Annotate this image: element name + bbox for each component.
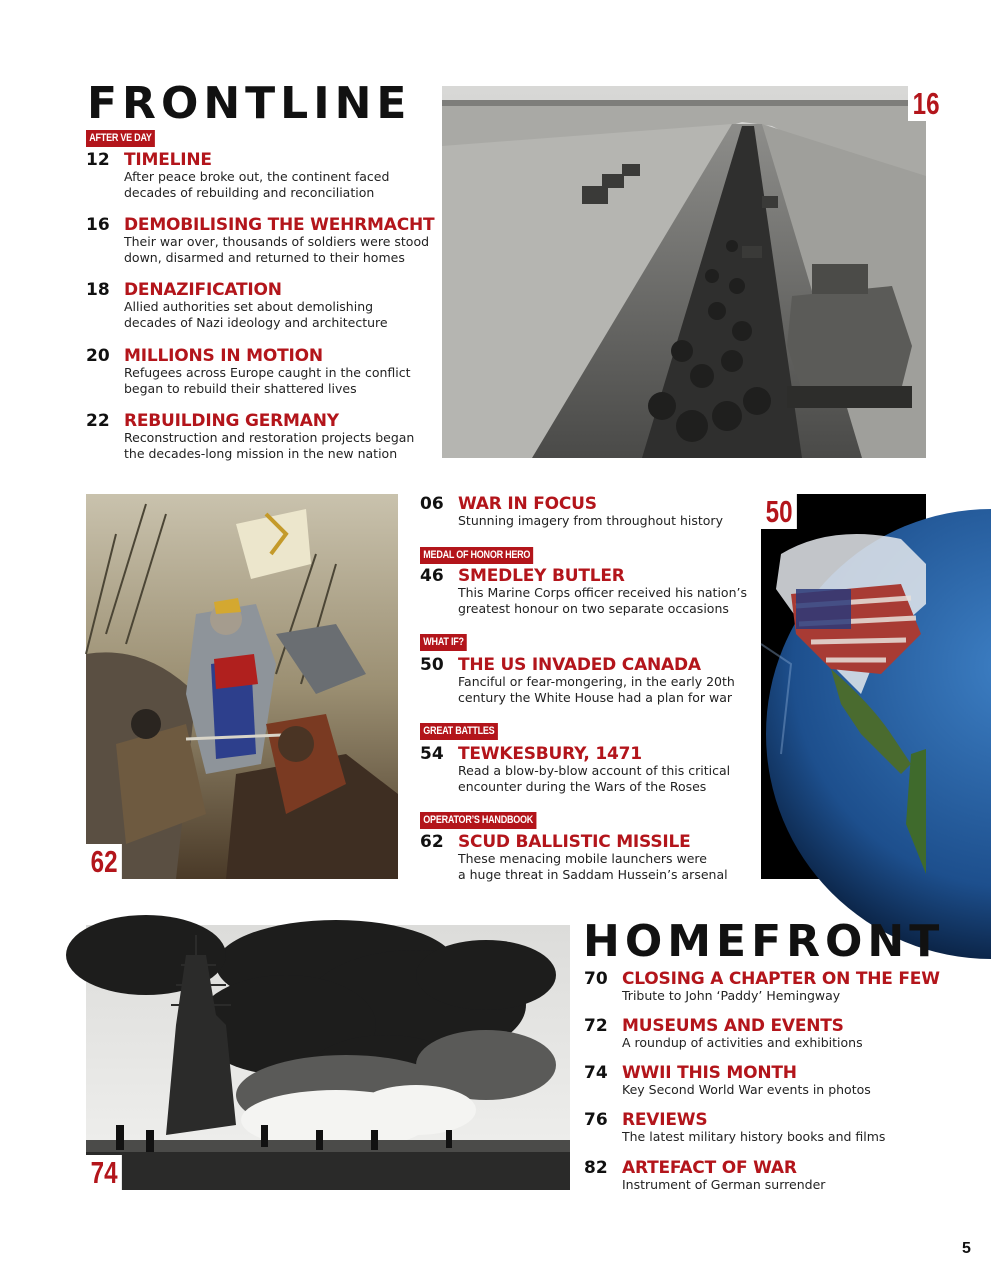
entry-title: MUSEUMS AND EVENTS [622, 1016, 844, 1036]
frontline-title: FRONTLINE [87, 78, 412, 129]
entry-description: Refugees across Europe caught in the conflict began to rebuild their shattered lives [124, 365, 411, 396]
toc-entry-demobilising[interactable] [86, 215, 436, 265]
carrier-smoke-image [86, 925, 570, 1190]
scud-tag: OPERATOR’S HANDBOOK [420, 812, 536, 829]
entry-description: Read a blow-by-blow account of this critical encounter during the Wars of the Roses [458, 763, 731, 794]
entry-description: Tribute to John ‘Paddy’ Hemingway [622, 988, 841, 1003]
toc-entry-museums-events[interactable] [584, 1016, 954, 1052]
entry-description: Fanciful or fear-mongering, in the early 20th century the White House had a plan for war [458, 674, 735, 705]
entry-title: CLOSING A CHAPTER ON THE FEW [622, 969, 940, 989]
entry-title: DENAZIFICATION [124, 280, 282, 300]
carrier-page-number: 74 [86, 1155, 122, 1190]
entry-page-number: 16 [86, 215, 110, 235]
entry-page-number: 74 [584, 1063, 608, 1083]
soldiers-page-number: 16 [908, 86, 944, 121]
entry-title: DEMOBILISING THE WEHRMACHT [124, 215, 435, 235]
toc-entry-war-in-focus[interactable] [420, 494, 750, 530]
entry-page-number: 46 [420, 566, 444, 586]
entry-page-number: 72 [584, 1016, 608, 1036]
toc-entry-tewkesbury[interactable] [420, 744, 750, 794]
entry-title: THE US INVADED CANADA [458, 655, 701, 675]
entry-description: Their war over, thousands of soldiers were stood down, disarmed and returned to their homes [124, 234, 430, 265]
toc-entry-reviews[interactable] [584, 1110, 954, 1146]
entry-page-number: 70 [584, 969, 608, 989]
soldiers-march-image [442, 86, 926, 458]
homefront-title: HOMEFRONT [583, 916, 945, 967]
tewkesbury-tag: GREAT BATTLES [420, 723, 498, 740]
entry-page-number: 18 [86, 280, 110, 300]
entry-description: Reconstruction and restoration projects began the decades-long mission in the new nation [124, 430, 415, 461]
entry-page-number: 76 [584, 1110, 608, 1130]
entry-description: This Marine Corps officer received his nation’s greatest honour on two separate occasions [458, 585, 747, 616]
entry-title: REBUILDING GERMANY [124, 411, 339, 431]
globe-page-number: 50 [761, 494, 797, 529]
entry-title: SCUD BALLISTIC MISSILE [458, 832, 691, 852]
entry-title: ARTEFACT OF WAR [622, 1158, 797, 1178]
carrier-fire-photo[interactable] [86, 925, 570, 1190]
entry-description: A roundup of activities and exhibitions [622, 1035, 863, 1050]
entry-description: Key Second World War events in photos [622, 1082, 871, 1097]
entry-title: WAR IN FOCUS [458, 494, 597, 514]
toc-entry-closing-chapter[interactable] [584, 969, 954, 1005]
soldiers-march-photo[interactable] [442, 86, 940, 458]
entry-title: REVIEWS [622, 1110, 708, 1130]
painting-page-number: 62 [86, 844, 122, 879]
entry-title: WWII THIS MONTH [622, 1063, 797, 1083]
entry-page-number: 22 [86, 411, 110, 431]
entry-title: TIMELINE [124, 150, 212, 170]
entry-description: Instrument of German surrender [622, 1177, 826, 1192]
entry-page-number: 12 [86, 150, 110, 170]
tewkesbury-painting[interactable] [86, 494, 398, 879]
entry-description: Stunning imagery from throughout history [458, 513, 723, 528]
entry-page-number: 50 [420, 655, 444, 675]
toc-entry-timeline[interactable] [86, 150, 436, 200]
entry-title: MILLIONS IN MOTION [124, 346, 323, 366]
globe-photo[interactable] [761, 494, 926, 879]
battle-painting-image [86, 494, 398, 879]
entry-description: After peace broke out, the continent faced decades of rebuilding and reconciliation [124, 169, 390, 200]
entry-page-number: 82 [584, 1158, 608, 1178]
entry-page-number: 20 [86, 346, 110, 366]
entry-description: Allied authorities set about demolishing decades of Nazi ideology and architecture [124, 299, 388, 330]
smedley-tag: MEDAL OF HONOR HERO [420, 547, 533, 564]
toc-entry-smedley-butler[interactable] [420, 566, 750, 616]
toc-entry-millions-in-motion[interactable] [86, 346, 436, 396]
canada-tag: WHAT IF? [420, 634, 467, 651]
toc-entry-artefact-of-war[interactable] [584, 1158, 954, 1194]
page-number: 5 [962, 1240, 971, 1257]
toc-entry-rebuilding-germany[interactable] [86, 411, 436, 461]
entry-page-number: 54 [420, 744, 444, 764]
toc-entry-us-invaded-canada[interactable] [420, 655, 750, 705]
entry-page-number: 06 [420, 494, 444, 514]
entry-description: The latest military history books and films [622, 1129, 886, 1144]
toc-entry-denazification[interactable] [86, 280, 436, 330]
entry-description: These menacing mobile launchers were a huge threat in Saddam Hussein’s arsenal [458, 851, 728, 882]
entry-title: SMEDLEY BUTLER [458, 566, 625, 586]
toc-entry-wwii-this-month[interactable] [584, 1063, 954, 1099]
entry-page-number: 62 [420, 832, 444, 852]
frontline-tag: AFTER VE DAY [86, 130, 155, 147]
entry-title: TEWKESBURY, 1471 [458, 744, 642, 764]
toc-entry-scud-missile[interactable] [420, 832, 750, 882]
globe-flag-image [761, 494, 926, 879]
